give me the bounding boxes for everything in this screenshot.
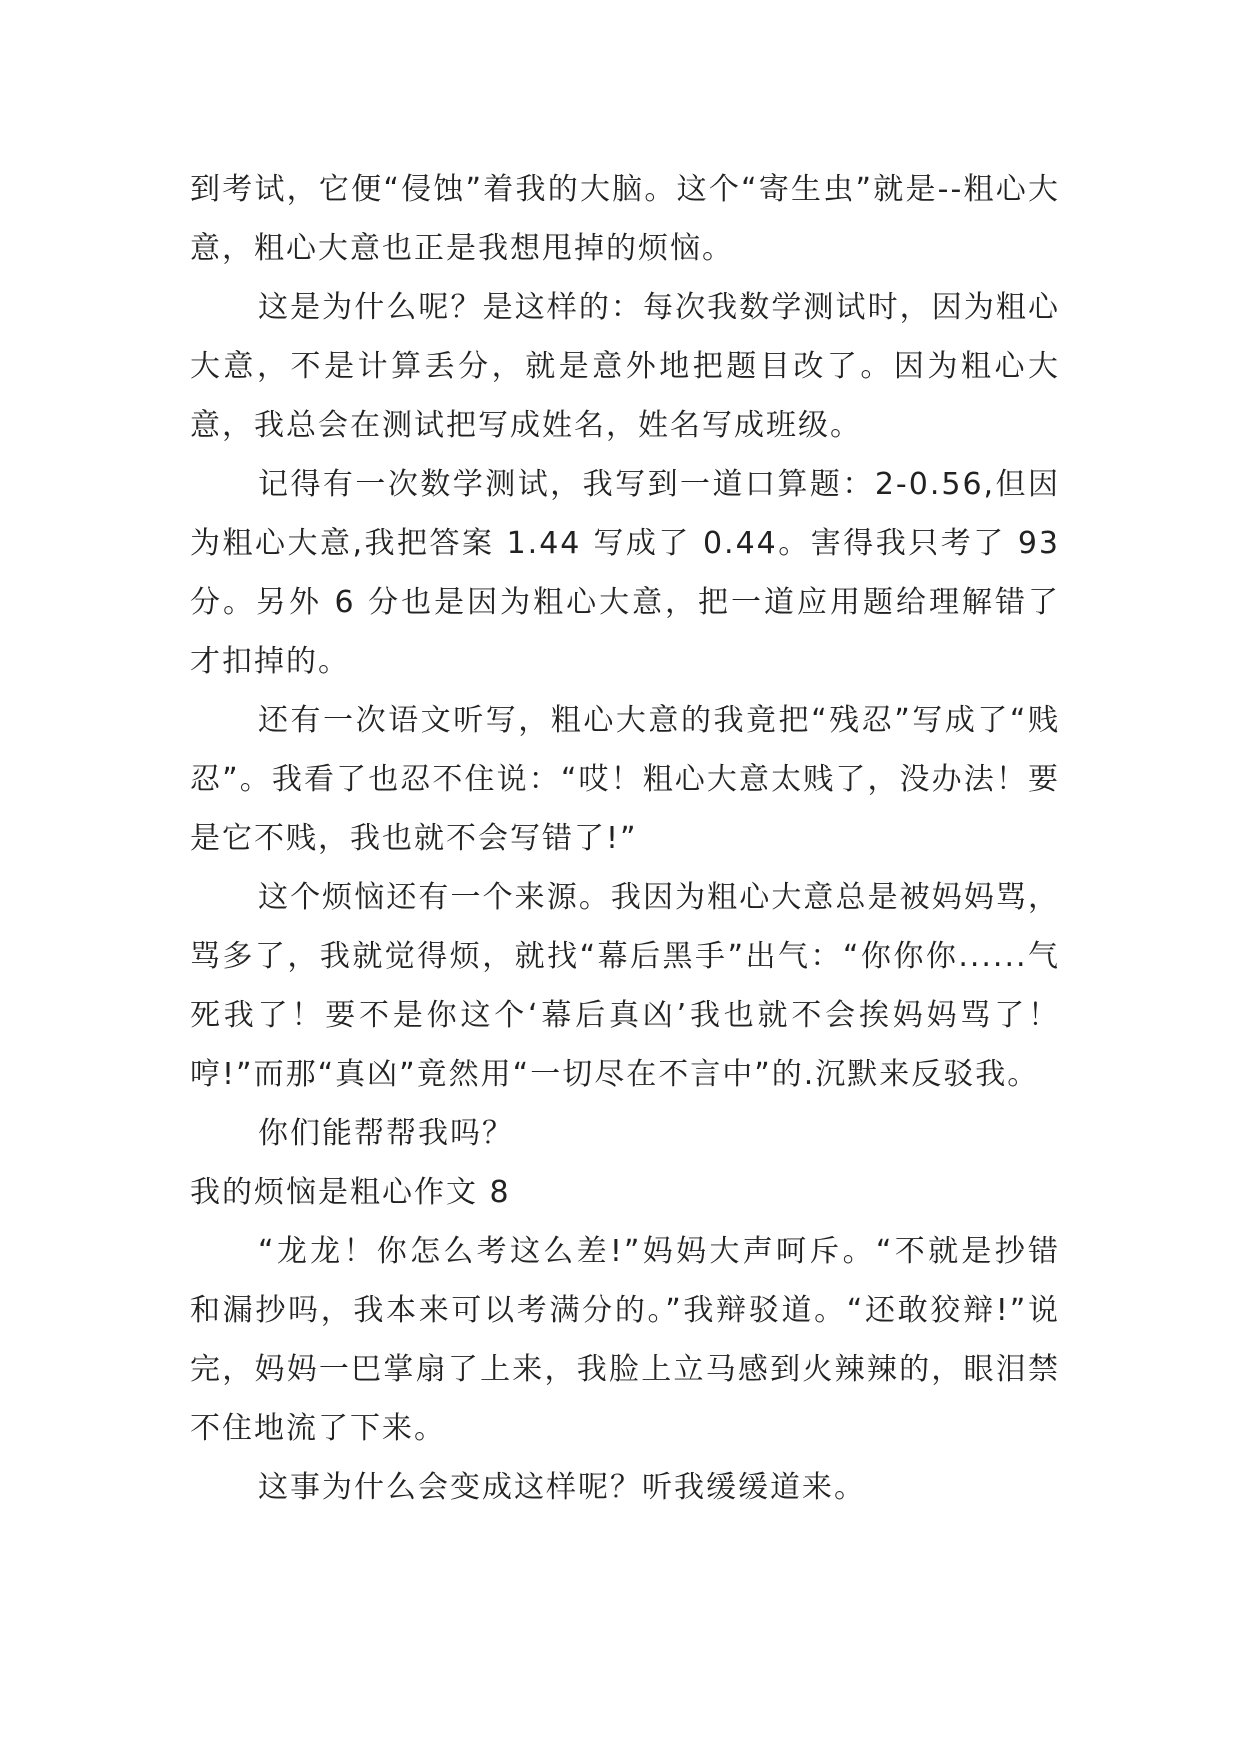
- paragraph: 记得有一次数学测试，我写到一道口算题：2-0.56,但因为粗心大意,我把答案 1.44 写成了 0.44。害得我只考了 93 分。另外 6 分也是因为粗心大意，把一道应用题给理解错了才扣掉的。: [190, 467, 1060, 679]
- paragraph: 你们能帮帮我吗？: [258, 1116, 514, 1151]
- paragraph: 这个烦恼还有一个来源。我因为粗心大意总是被妈妈骂，骂多了，我就觉得烦，就找“幕后黑手”出气：“你你你......气死我了！要不是你这个‘幕后真凶’我也就不会挨妈妈骂了！哼!”而那“真凶”竟然用“一切尽在不言中”的.沉默来反驳我。: [190, 880, 1060, 1092]
- paragraph: “龙龙！你怎么考这么差!”妈妈大声呵斥。“不就是抄错和漏抄吗，我本来可以考满分的。”我辩驳道。“还敢狡辩!”说完，妈妈一巴掌扇了上来，我脸上立马感到火辣辣的，眼泪禁不住地流了下来。: [190, 1234, 1060, 1446]
- article-body: [190, 160, 1060, 1517]
- paragraph: 到考试，它便“侵蚀”着我的大脑。这个“寄生虫”就是--粗心大意，粗心大意也正是我想甩掉的烦恼。: [190, 172, 1060, 266]
- paragraph: 这事为什么会变成这样呢？听我缓缓道来。: [258, 1470, 866, 1505]
- paragraph: 还有一次语文听写，粗心大意的我竟把“残忍”写成了“贱忍”。我看了也忍不住说：“哎！粗心大意太贱了，没办法！要是它不贱，我也就不会写错了!”: [190, 703, 1060, 856]
- section-heading: 我的烦恼是粗心作文 8: [190, 1175, 511, 1210]
- paragraph: 这是为什么呢？是这样的：每次我数学测试时，因为粗心大意，不是计算丢分，就是意外地把题目改了。因为粗心大意，我总会在测试把写成姓名，姓名写成班级。: [190, 290, 1060, 443]
